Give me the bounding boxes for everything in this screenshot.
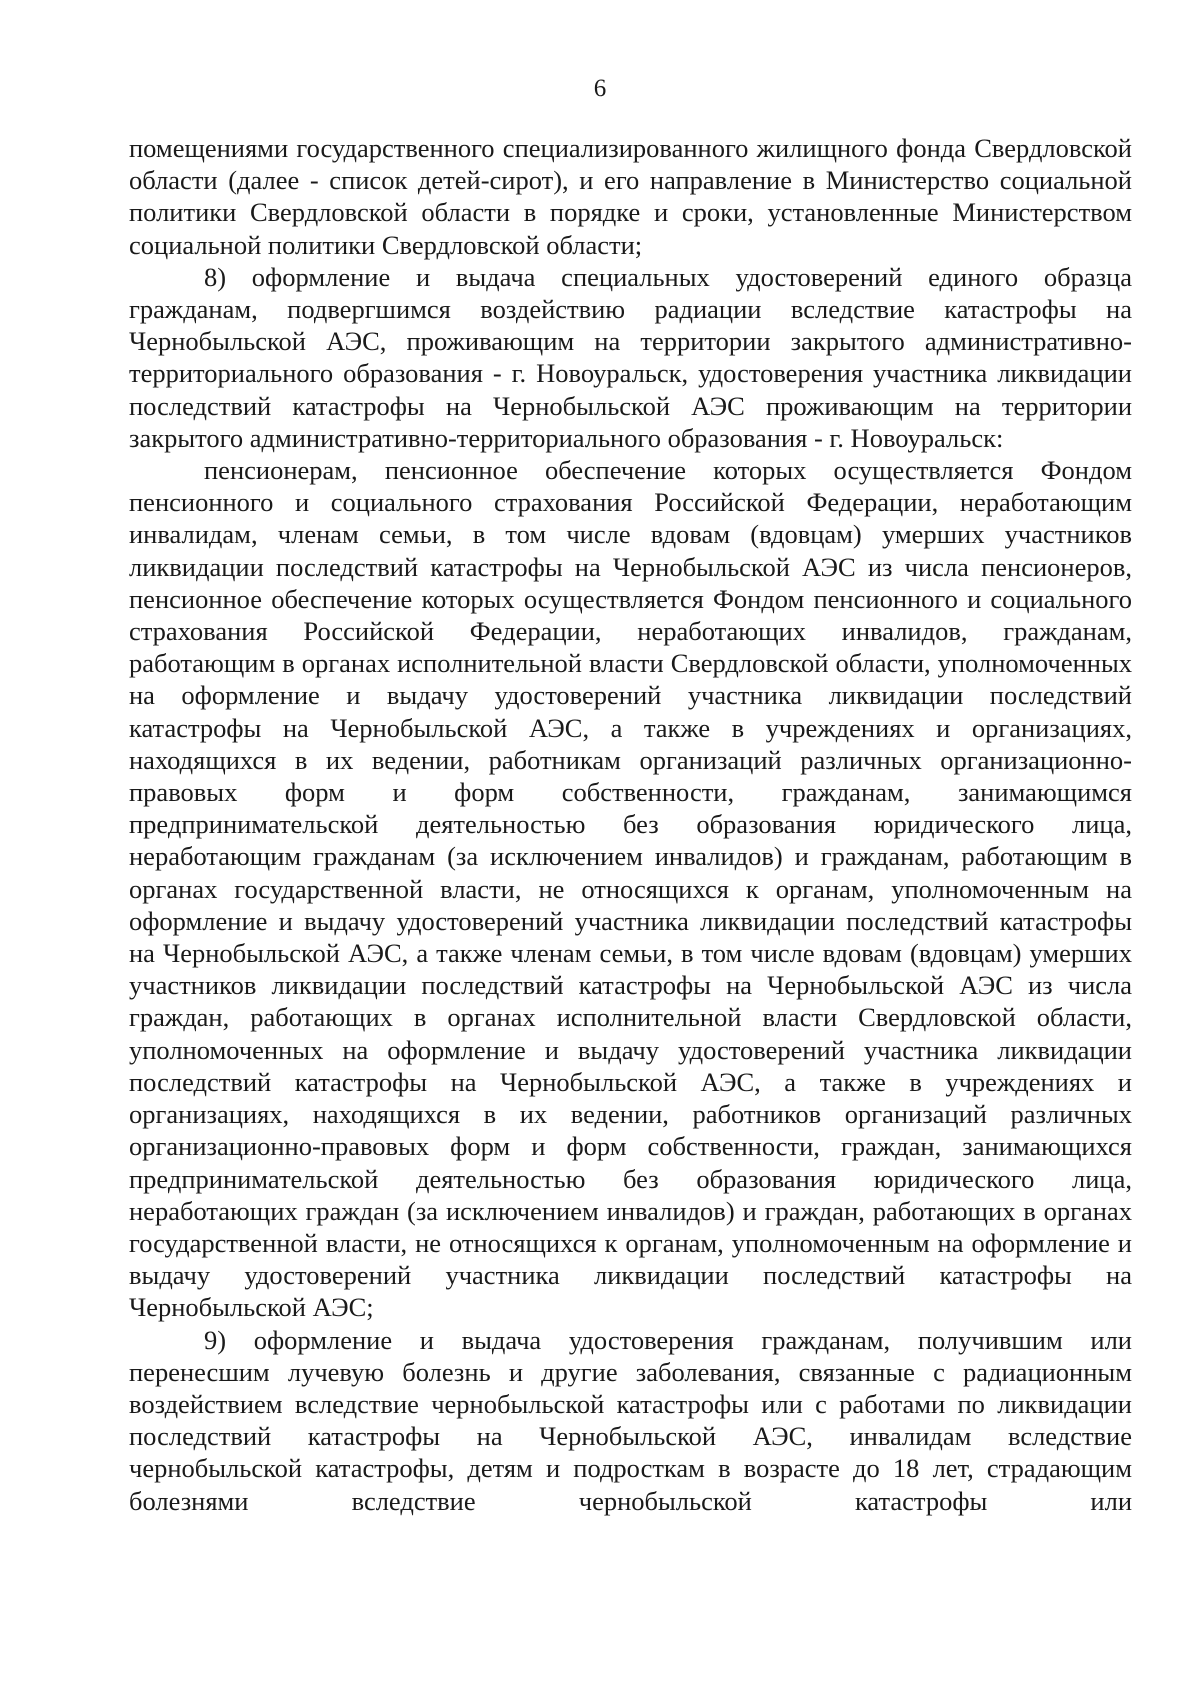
document-body xyxy=(129,132,1132,1517)
paragraph-pensioners: пенсионерам, пенсионное обеспечение которых осуществляется Фондом пенсионного и социального страхования Российской Федерации, неработающим инвалидам, членам семьи, в том числе вдовам (вдовцам) умерших участников ликвидации последствий катастрофы на Чернобыльской АЭС из числа пенсионеров, пенсионное обеспечение которых осуществляется Фондом пенсионного и социального страхования Российской Федерации, неработающих инвалидов, гражданам, работающим в органах исполнительной власти Свердловской области, уполномоченных на оформление и выдачу удостоверений участника ликвидации последствий катастрофы на Чернобыльской АЭС, а также в учреждениях и организациях, находящихся в их ведении, работникам организаций различных организационно-правовых форм и форм собственности, гражданам, занимающимся предпринимательской деятельностью без образования юридического лица, неработающим гражданам (за исключением инвалидов) и гражданам, работающим в органах государственной власти, не относящихся к органам, уполномоченным на оформление и выдачу удостоверений участника ликвидации последствий катастрофы на Чернобыльской АЭС, а также членам семьи, в том числе вдовам (вдовцам) умерших участников ликвидации последствий катастрофы на Чернобыльской АЭС из числа граждан, работающих в органах исполнительной власти Свердловской области, уполномоченных на оформление и выдачу удостоверений участника ликвидации последствий катастрофы на Чернобыльской АЭС, а также в учреждениях и организациях, находящихся в их ведении, работников организаций различных организационно-правовых форм и форм собственности, граждан, занимающихся предпринимательской деятельностью без образования юридического лица, неработающих граждан (за исключением инвалидов) и граждан, работающих в органах государственной власти, не относящихся к органам, уполномоченным на оформление и выдачу удостоверений участника ликвидации последствий катастрофы на Чернобыльской АЭС; xyxy=(129,455,1132,1323)
page-number: 6 xyxy=(593,75,607,102)
paragraph-item-8: 8) оформление и выдача специальных удостоверений единого образца гражданам, подвергшимся воздействию радиации вследствие катастрофы на Чернобыльской АЭС, проживающим на территории закрытого административно-территориального образования - г. Новоуральск, удостоверения участника ликвидации последствий катастрофы на Чернобыльской АЭС проживающим на территории закрытого административно-территориального образования - г. Новоуральск: xyxy=(129,261,1132,453)
paragraph-continuation: помещениями государственного специализированного жилищного фонда Свердловской области (далее - список детей-сирот), и его направление в Министерство социальной политики Свердловской области в порядке и сроки, установленные Министерством социальной политики Свердловской области; xyxy=(129,133,1132,260)
paragraph-item-9: 9) оформление и выдача удостоверения гражданам, получившим или перенесшим лучевую болезнь и другие заболевания, связанные с радиационным воздействием вследствие чернобыльской катастрофы или с работами по ликвидации последствий катастрофы на Чернобыльской АЭС, инвалидам вследствие чернобыльской катастрофы, детям и подросткам в возрасте до 18 лет, страдающим болезнями вследствие чернобыльской катастрофы или xyxy=(129,1324,1132,1516)
